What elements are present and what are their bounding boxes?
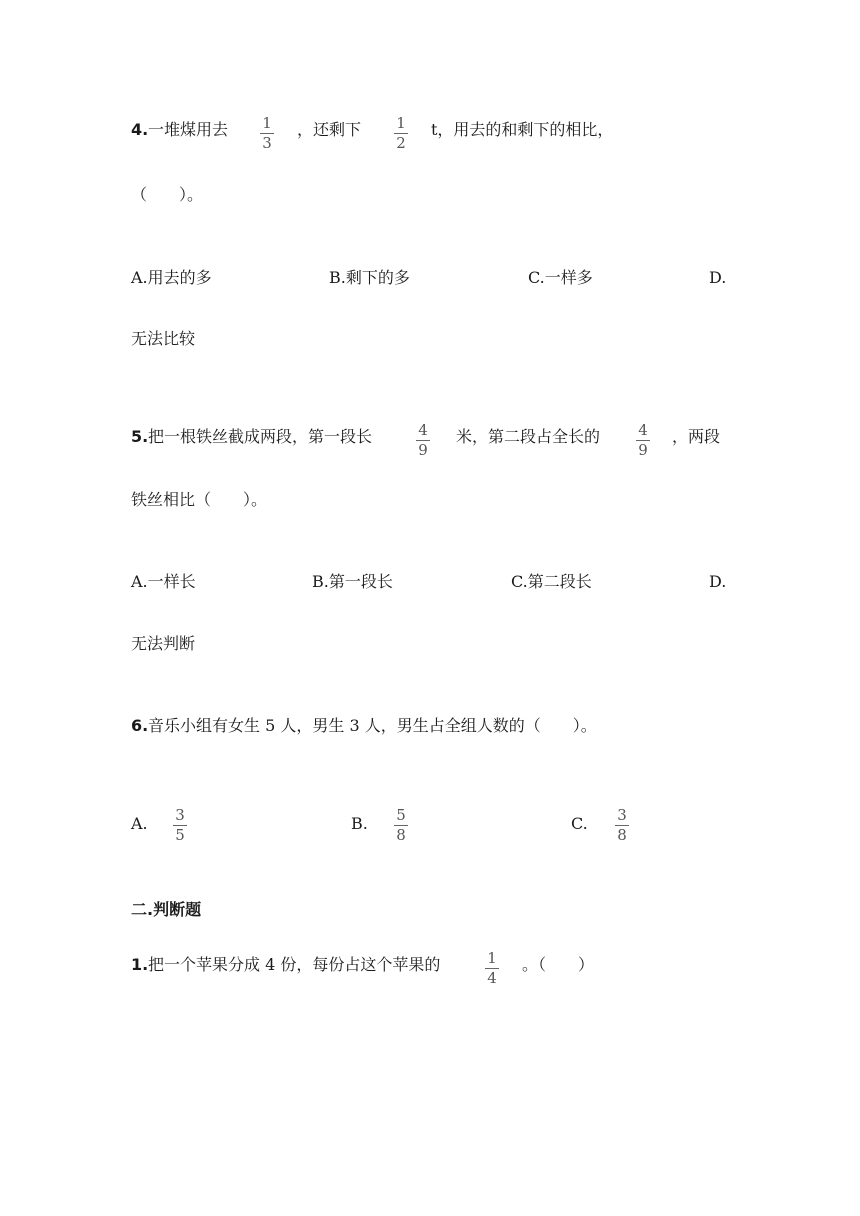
fraction bbox=[411, 422, 435, 459]
fraction bbox=[480, 950, 504, 987]
option-c-fraction bbox=[610, 807, 634, 844]
option-b: B.剩下的多 bbox=[329, 268, 410, 287]
answer-blank: （ ）。 bbox=[131, 185, 204, 204]
option-c: C.第二段长 bbox=[511, 572, 592, 591]
fraction-denominator: 2 bbox=[396, 134, 406, 152]
option-d: D. bbox=[709, 572, 727, 591]
question-text: 把一根铁丝截成两段，第一段长 bbox=[148, 427, 373, 446]
option-b: B. bbox=[351, 814, 368, 833]
question-text: 把一个苹果分成 4 份，每份占这个苹果的 bbox=[148, 955, 441, 974]
option-a: A.用去的多 bbox=[131, 268, 212, 287]
option-d-text: 无法比较 bbox=[131, 329, 196, 348]
fraction bbox=[255, 115, 279, 152]
option-b-fraction bbox=[389, 807, 413, 844]
section-heading: 二.判断题 bbox=[131, 900, 202, 919]
option-a: A. bbox=[131, 814, 148, 833]
fraction-denominator: 4 bbox=[487, 969, 497, 987]
fraction-numerator: 5 bbox=[396, 806, 406, 824]
fraction-numerator: 1 bbox=[262, 114, 272, 132]
question-number: 5. bbox=[131, 427, 149, 446]
option-d-text: 无法判断 bbox=[131, 634, 196, 653]
question-text: t，用去的和剩下的相比， bbox=[431, 120, 614, 139]
option-b: B.第一段长 bbox=[312, 572, 393, 591]
option-c: C.一样多 bbox=[528, 268, 593, 287]
option-a-fraction bbox=[168, 807, 192, 844]
question-text: 音乐小组有女生 5 人，男生 3 人，男生占全组人数的（ ）。 bbox=[148, 716, 597, 735]
fraction-denominator: 8 bbox=[396, 826, 406, 844]
question-text: 一堆煤用去 bbox=[148, 120, 229, 139]
fraction-numerator: 4 bbox=[418, 421, 428, 439]
question-text: ，还剩下 bbox=[297, 120, 362, 139]
fraction-denominator: 5 bbox=[175, 826, 185, 844]
question-number: 6. bbox=[131, 716, 149, 735]
question-number: 1. bbox=[131, 955, 149, 974]
fraction-numerator: 3 bbox=[617, 806, 627, 824]
fraction-numerator: 1 bbox=[396, 114, 406, 132]
option-c: C. bbox=[571, 814, 588, 833]
fraction-numerator: 1 bbox=[487, 949, 497, 967]
fraction-numerator: 4 bbox=[638, 421, 648, 439]
question-text: ，两段 bbox=[672, 427, 721, 446]
question-text: 米，第二段占全长的 bbox=[456, 427, 601, 446]
question-number: 4. bbox=[131, 120, 149, 139]
fraction-denominator: 9 bbox=[638, 441, 648, 459]
fraction bbox=[631, 422, 655, 459]
fraction bbox=[389, 115, 413, 152]
fraction-denominator: 8 bbox=[617, 826, 627, 844]
answer-blank: 。（ ） bbox=[522, 955, 595, 974]
answer-blank: 铁丝相比（ ）。 bbox=[131, 490, 268, 509]
fraction-denominator: 9 bbox=[418, 441, 428, 459]
fraction-denominator: 3 bbox=[262, 134, 272, 152]
option-d: D. bbox=[709, 268, 727, 287]
fraction-numerator: 3 bbox=[175, 806, 185, 824]
option-a: A.一样长 bbox=[131, 572, 196, 591]
